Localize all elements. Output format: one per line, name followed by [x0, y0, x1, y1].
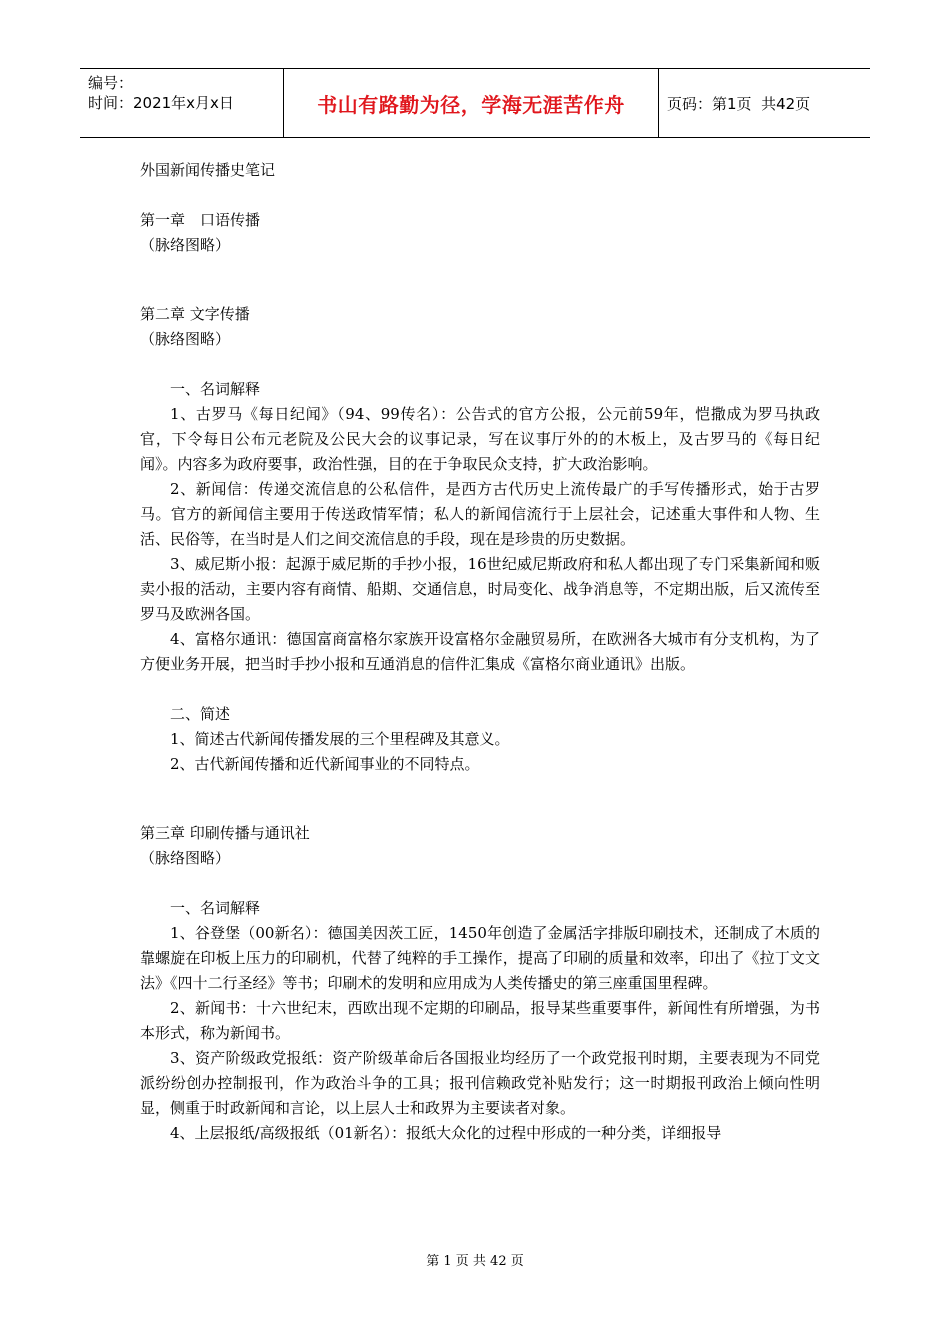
chapter-3-section-terms: 一、名词解释 — [170, 899, 261, 917]
chapter-1-heading: 第一章 口语传播 — [140, 211, 261, 229]
question-item: 2、古代新闻传播和近代新闻事业的不同特点。 — [170, 755, 480, 773]
page-footer — [0, 1250, 950, 1269]
chapter-2-section-terms: 一、名词解释 — [170, 380, 261, 398]
chapter-1-note: （脉络图略） — [140, 236, 231, 254]
page-header — [80, 68, 870, 138]
term-paragraph: 3、资产阶级政党报纸：资产阶级革命后各国报业均经历了一个政党报刊时期，主要表现为不同党派纷纷创办控制报刊，作为政治斗争的工具；报刊信赖政党补贴发行；这一时期报刊政治上倾向性明显，侧重于时政新闻和言论，以上层人士和政界为主要读者对象。 — [140, 1049, 820, 1117]
time-label: 时间：2021年x月x日 — [88, 94, 234, 112]
chapter-3-note: （脉络图略） — [140, 849, 231, 867]
term-paragraph: 2、新闻信：传递交流信息的公私信件，是西方古代历史上流传最广的手写传播形式，始于古罗马。官方的新闻信主要用于传送政情军情；私人的新闻信流行于上层社会，记述重大事件和人物、生活、民俗等，在当时是人们之间交流信息的手段，现在是珍贵的历史数据。 — [140, 480, 820, 548]
document-title: 外国新闻传播史笔记 — [140, 161, 276, 179]
chapter-2-section-questions: 二、简述 — [170, 705, 231, 723]
term-paragraph: 3、威尼斯小报：起源于威尼斯的手抄小报，16世纪威尼斯政府和私人都出现了专门采集新闻和贩卖小报的活动，主要内容有商情、船期、交通信息，时局变化、战争消息等，不定期出版，后又流传至罗马及欧洲各国。 — [140, 555, 820, 623]
term-paragraph: 1、谷登堡（00新名）：德国美因茨工匠，1450年创造了金属活字排版印刷技术，还制成了木质的靠螺旋在印板上压力的印刷机，代替了纯粹的手工操作，提高了印刷的质量和效率，印出了《拉丁文文法》《四十二行圣经》等书；印刷术的发明和应用成为人类传播史的第三座重国里程碑。 — [140, 924, 820, 992]
chapter-2-note: （脉络图略） — [140, 330, 231, 348]
term-paragraph: 4、富格尔通讯：德国富商富格尔家族开设富格尔金融贸易所，在欧洲各大城市有分支机构，为了方便业务开展，把当时手抄小报和互通消息的信件汇集成《富格尔商业通讯》出版。 — [140, 630, 820, 673]
number-label: 编号： — [88, 74, 134, 92]
chapter-3-heading: 第三章 印刷传播与通讯社 — [140, 824, 310, 842]
page-info-text: 页码：第1页 共42页 — [667, 94, 811, 113]
footer-page-number: 第 1 页 共 42 页 — [426, 1254, 524, 1269]
chapter-2-heading: 第二章 文字传播 — [140, 305, 250, 323]
header-meta — [80, 69, 283, 137]
term-paragraph: 4、上层报纸/高级报纸（01新名）：报纸大众化的过程中形成的一种分类，详细报导 — [170, 1124, 722, 1142]
document-body — [140, 158, 820, 1146]
header-page-info — [659, 69, 870, 137]
header-motto: 书山有路勤为径，学海无涯苦作舟 — [283, 69, 659, 137]
term-paragraph: 2、新闻书：十六世纪末，西欧出现不定期的印刷品，报导某些重要事件，新闻性有所增强，为书本形式，称为新闻书。 — [140, 999, 820, 1042]
term-paragraph: 1、古罗马《每日纪闻》（94、99传名）：公告式的官方公报，公元前59年，恺撒成为罗马执政官，下令每日公布元老院及公民大会的议事记录，写在议事厅外的的木板上，及古罗马的《每日纪闻》。内容多为政府要事，政治性强，目的在于争取民众支持，扩大政治影响。 — [140, 405, 820, 473]
question-item: 1、简述古代新闻传播发展的三个里程碑及其意义。 — [170, 730, 510, 748]
